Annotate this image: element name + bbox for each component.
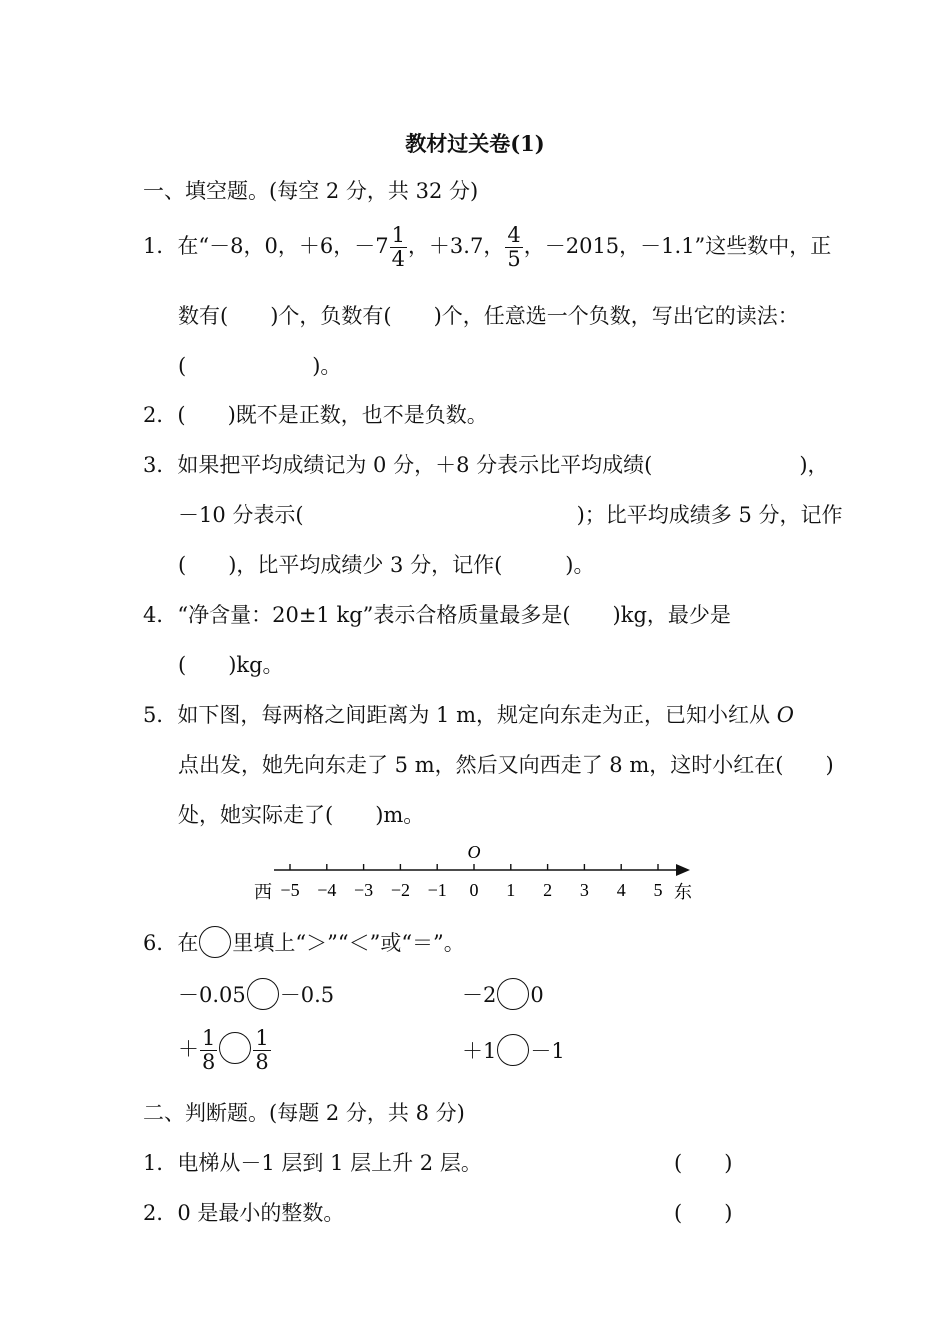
q6-row1-right — [462, 982, 544, 1010]
judge-item-text: 0 是最小的整数。 — [177, 1201, 345, 1225]
q1-fraction-a-num: 1 — [391, 223, 405, 247]
q4-line2: ( )kg。 — [178, 653, 284, 677]
judge-item-number: 1． — [143, 1151, 178, 1175]
q6-fraction-left-num: 1 — [202, 1026, 216, 1050]
page-title: 教材过关卷(1) — [405, 131, 545, 156]
circle-icon — [199, 926, 231, 958]
q6-r2-r2: －1 — [530, 1039, 565, 1063]
compare-circle[interactable] — [497, 978, 529, 1010]
q5-line1 — [143, 702, 794, 728]
section2-heading: 二、判断题。(每题 2 分，共 8 分) — [143, 1101, 465, 1125]
q1-fraction-a-den: 4 — [391, 247, 405, 271]
east-label: 东 — [674, 882, 692, 902]
judge-item-2 — [143, 1200, 344, 1226]
q1-fraction-a — [390, 224, 407, 271]
q5-origin-letter: O — [776, 703, 794, 727]
q6-fraction-right-num: 1 — [255, 1026, 269, 1050]
q4-text1: “净含量：20±1 kg”表示合格质量最多是( )kg，最少是 — [177, 603, 731, 627]
judge-item-1 — [143, 1150, 482, 1176]
q6-r2-plus: ＋ — [178, 1037, 199, 1061]
number-line-tick-label: 3 — [579, 880, 589, 900]
q6-text-a: 在 — [177, 931, 199, 955]
q6-row2-right — [462, 1038, 565, 1066]
compare-circle[interactable] — [219, 1032, 251, 1064]
q5-number: 5． — [143, 703, 178, 727]
q3-number: 3． — [143, 453, 178, 477]
number-line-tick-label: 0 — [469, 880, 479, 900]
compare-circle[interactable] — [247, 978, 279, 1010]
number-line-tick-label: 4 — [616, 880, 626, 900]
q6-row1-left — [178, 982, 334, 1010]
q6-row2-left — [178, 1026, 272, 1074]
arrow-right-icon — [676, 864, 690, 876]
judge-answer-box-1[interactable]: ( ) — [674, 1151, 733, 1175]
q4-number: 4． — [143, 603, 178, 627]
judge-item-text: 电梯从－1 层到 1 层上升 2 层。 — [177, 1151, 482, 1175]
q2-line — [143, 402, 488, 428]
q1-text-a: 在“－8，0，＋6，－7 — [177, 234, 389, 258]
number-line-tick-label: −4 — [317, 880, 337, 900]
q6-fraction-right — [253, 1027, 270, 1074]
q6-fraction-left — [200, 1027, 217, 1074]
q6-r1-l1: －0.05 — [178, 983, 246, 1007]
number-line — [250, 838, 710, 912]
q3-line1 — [143, 452, 829, 478]
q6-number: 6． — [143, 931, 178, 955]
q1-text-c: ，－2015，－1.1”这些数中，正 — [523, 234, 832, 258]
q1-fraction-b-den: 5 — [507, 247, 521, 271]
number-line-tick-label: 5 — [653, 880, 663, 900]
number-line-tick-label: −5 — [280, 880, 300, 900]
q6-r1-l2: －2 — [462, 983, 497, 1007]
q1-line3: ( )。 — [178, 354, 342, 378]
q1-fraction-b-num: 4 — [507, 223, 521, 247]
number-line-tick-label: −3 — [354, 880, 374, 900]
section1-heading: 一、填空题。(每空 2 分，共 32 分) — [143, 179, 479, 203]
q3-line2: －10 分表示( )；比平均成绩多 5 分，记作 — [178, 503, 843, 527]
q6-line1 — [143, 930, 465, 958]
west-label: 西 — [254, 882, 272, 902]
q1-text-b: ，＋3.7， — [407, 234, 505, 258]
number-line-tick-label: −2 — [390, 880, 410, 900]
q6-r1-r1: －0.5 — [279, 983, 335, 1007]
q5-text1: 如下图，每两格之间距离为 1 m，规定向东走为正，已知小红从 — [177, 703, 777, 727]
q1-number: 1． — [143, 234, 178, 258]
q1-fraction-b — [505, 224, 522, 271]
q6-fraction-left-den: 8 — [202, 1050, 216, 1074]
q1-line2: 数有( )个，负数有( )个，任意选一个负数，写出它的读法： — [178, 304, 799, 328]
q2-number: 2． — [143, 403, 178, 427]
number-line-tick-label: 2 — [543, 880, 553, 900]
number-line-tick-label: −1 — [427, 880, 447, 900]
q5-line3: 处，她实际走了( )m。 — [178, 803, 425, 827]
number-line-origin-label: O — [467, 842, 481, 862]
compare-circle[interactable] — [497, 1034, 529, 1066]
judge-item-number: 2． — [143, 1201, 178, 1225]
q1-line1 — [143, 224, 831, 271]
q6-r2-l2: ＋1 — [462, 1039, 497, 1063]
q6-fraction-right-den: 8 — [255, 1050, 269, 1074]
number-line-tick-label: 1 — [506, 880, 516, 900]
q2-text: ( )既不是正数，也不是负数。 — [177, 403, 488, 427]
q5-line2: 点出发，她先向东走了 5 m，然后又向西走了 8 m，这时小红在( ) — [178, 753, 834, 777]
q4-line1 — [143, 602, 731, 628]
q3-text1: 如果把平均成绩记为 0 分，＋8 分表示比平均成绩( )， — [177, 453, 829, 477]
q6-r1-r2: 0 — [530, 983, 544, 1007]
judge-answer-box-2[interactable]: ( ) — [674, 1201, 733, 1225]
q6-text-b: 里填上“＞”“＜”或“＝”。 — [232, 931, 465, 955]
q3-line3: ( )，比平均成绩少 3 分，记作( )。 — [178, 553, 595, 577]
